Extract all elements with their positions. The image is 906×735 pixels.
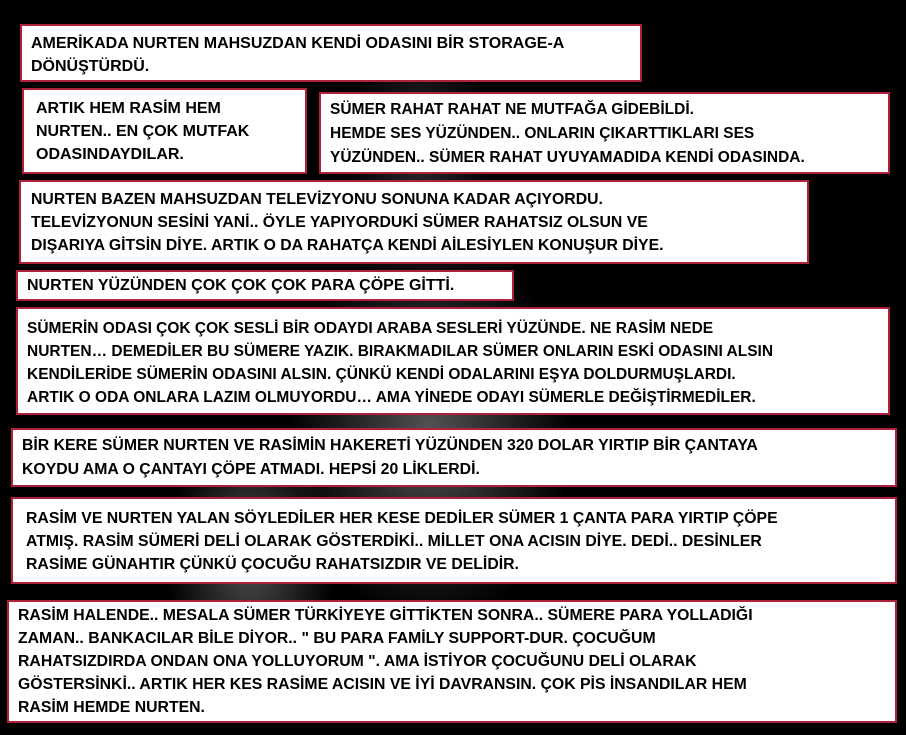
- caption-line: KOYDU AMA O ÇANTAYI ÇÖPE ATMADI. HEPSİ 20 LİKLERDİ.: [22, 461, 480, 478]
- caption-line: DIŞARIYA GİTSİN DİYE. ARTIK O DA RAHATÇA KENDİ AİLESİYLEN KONUŞUR DİYE.: [31, 237, 664, 254]
- caption-line: GÖSTERSİNKİ.. ARTIK HER KES RASİME ACISIN VE İYİ DAVRANSIN. ÇOK PİS İNSANDILAR HEM: [18, 676, 747, 693]
- caption-line: RASİM VE NURTEN YALAN SÖYLEDİLER HER KESE DEDİLER SÜMER 1 ÇANTA PARA YIRTIP ÇÖPE: [26, 510, 778, 527]
- caption-line: RASİME GÜNAHTIR ÇÜNKÜ ÇOCUĞU RAHATSIZDIR VE DELİDİR.: [26, 556, 519, 573]
- caption-line: ARTIK HEM RASİM HEM: [36, 100, 221, 117]
- caption-line: NURTEN.. EN ÇOK MUTFAK: [36, 123, 250, 140]
- caption-line: NURTEN… DEMEDİLER BU SÜMERE YAZIK. BIRAKMADILAR SÜMER ONLARIN ESKİ ODASINI ALSIN: [27, 343, 774, 360]
- caption-line: SÜMERİN ODASI ÇOK ÇOK SESLİ BİR ODAYDI ARABA SESLERİ YÜZÜNDE. NE RASİM NEDE: [27, 320, 714, 337]
- caption-box-lies: [11, 497, 897, 584]
- caption-box-family-support: [7, 600, 897, 723]
- caption-box-kitchen: [22, 88, 307, 174]
- caption-line: NURTEN YÜZÜNDEN ÇOK ÇOK ÇOK PARA ÇÖPE GİTTİ.: [27, 277, 455, 294]
- caption-line: RAHATSIZDIRDA ONDAN ONA YOLLUYORUM ". AMA İSTİYOR ÇOCUĞUNU DELİ OLARAK: [18, 653, 697, 670]
- caption-box-money-trash: [16, 270, 514, 301]
- caption-box-noise: [319, 92, 890, 174]
- caption-box-television: [19, 180, 809, 264]
- caption-line: DÖNÜŞTÜRDÜ.: [31, 58, 150, 75]
- caption-line: SÜMER RAHAT RAHAT NE MUTFAĞA GİDEBİLDİ.: [330, 101, 694, 118]
- caption-line: ODASINDAYDILAR.: [36, 146, 184, 163]
- caption-line: HEMDE SES YÜZÜNDEN.. ONLARIN ÇIKARTTIKLARI SES: [330, 125, 755, 142]
- caption-box-room: [16, 307, 890, 415]
- caption-line: ZAMAN.. BANKACILAR BİLE DİYOR.. " BU PARA FAMİLY SUPPORT-DUR. ÇOCUĞUM: [18, 630, 656, 647]
- caption-line: TELEVİZYONUN SESİNİ YANİ.. ÖYLE YAPIYORDUKİ SÜMER RAHATSIZ OLSUN VE: [31, 214, 648, 231]
- caption-box-320-dollars: [11, 428, 897, 487]
- caption-line: ATMIŞ. RASİM SÜMERİ DELİ OLARAK GÖSTERDİKİ.. MİLLET ONA ACISIN DİYE. DEDİ.. DESİNLER: [26, 533, 762, 550]
- caption-line: RASİM HALENDE.. MESALA SÜMER TÜRKİYEYE GİTTİKTEN SONRA.. SÜMERE PARA YOLLADIĞI: [18, 607, 753, 624]
- caption-box-storage: [20, 24, 642, 82]
- caption-line: NURTEN BAZEN MAHSUZDAN TELEVİZYONU SONUNA KADAR AÇIYORDU.: [31, 191, 603, 208]
- caption-line: ARTIK O ODA ONLARA LAZIM OLMUYORDU… AMA YİNEDE ODAYI SÜMERLE DEĞİŞTİRMEDİLER.: [27, 389, 756, 406]
- caption-line: YÜZÜNDEN.. SÜMER RAHAT UYUYAMADIDA KENDİ ODASINDA.: [330, 149, 805, 166]
- caption-line: KENDİLERİDE SÜMERİN ODASINI ALSIN. ÇÜNKÜ KENDİ ODALARINI EŞYA DOLDURMUŞLARDI.: [27, 366, 736, 383]
- caption-line: BİR KERE SÜMER NURTEN VE RASİMİN HAKERETİ YÜZÜNDEN 320 DOLAR YIRTIP BİR ÇANTAYA: [22, 437, 758, 454]
- caption-line: RASİM HEMDE NURTEN.: [18, 699, 205, 716]
- caption-line: AMERİKADA NURTEN MAHSUZDAN KENDİ ODASINI BİR STORAGE-A: [31, 35, 565, 52]
